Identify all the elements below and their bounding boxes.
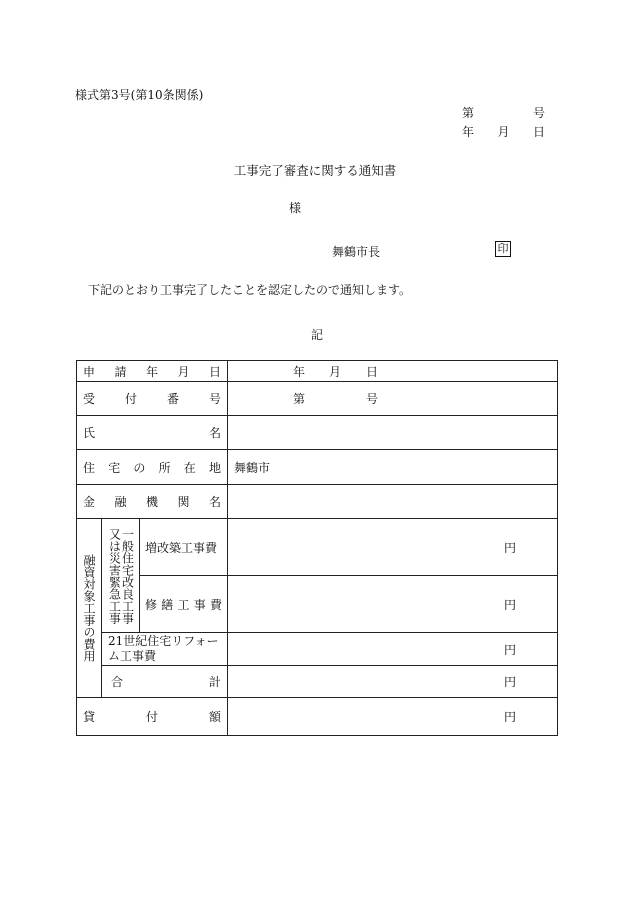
spread-text bbox=[83, 708, 221, 725]
name-label-b: 名 bbox=[208, 426, 221, 440]
body-text: 下記のとおり工事完了したことを認定したので通知します。 bbox=[88, 283, 412, 297]
label-char: 事 bbox=[193, 597, 206, 612]
table-row bbox=[77, 450, 558, 485]
reform21-value: 円 bbox=[228, 633, 558, 666]
receipt-prefix: 第 bbox=[293, 392, 306, 406]
table-row bbox=[77, 382, 558, 416]
loan-value: 円 bbox=[228, 698, 558, 736]
table-row bbox=[77, 666, 558, 698]
name-value bbox=[228, 416, 558, 450]
label-char: 日 bbox=[208, 364, 221, 379]
reform21-label-text: 21世紀住宅リフォーム工事費 bbox=[108, 634, 219, 663]
document-number bbox=[462, 104, 545, 121]
total-value: 円 bbox=[228, 666, 558, 698]
seal-mark: 印 bbox=[495, 241, 511, 257]
label-char: 所 bbox=[158, 460, 171, 475]
application-date-value bbox=[228, 361, 558, 382]
label-char: 工 bbox=[177, 597, 190, 612]
label-char: 修 bbox=[145, 597, 158, 612]
bank-value bbox=[228, 485, 558, 519]
label-char: 在 bbox=[183, 460, 196, 475]
cost-group-label bbox=[77, 519, 102, 698]
spread-text bbox=[83, 459, 221, 476]
label-char: 宅 bbox=[108, 460, 121, 475]
general-group-col2: 又は災害緊急工事 bbox=[107, 527, 122, 624]
extension-label-text: 増改築工事費 bbox=[145, 540, 218, 555]
label-char: 関 bbox=[177, 495, 190, 509]
address-label bbox=[77, 450, 228, 485]
spread-text bbox=[83, 493, 221, 510]
label-char: 費 bbox=[209, 597, 222, 612]
issuer: 舞鶴市長 bbox=[332, 245, 381, 259]
label-char: 住 bbox=[83, 460, 96, 475]
general-group-col1: 一般住宅改良工事 bbox=[120, 527, 135, 624]
doc-no-suffix: 号 bbox=[532, 106, 545, 120]
receipt-suffix: 号 bbox=[366, 392, 379, 406]
receipt-no-label bbox=[77, 382, 228, 416]
table-row bbox=[77, 576, 558, 633]
reform21-label bbox=[102, 633, 228, 666]
extension-label bbox=[140, 519, 228, 576]
document-date bbox=[462, 123, 545, 140]
name-label-a: 氏 bbox=[83, 426, 96, 440]
doc-no-prefix: 第 bbox=[462, 106, 475, 120]
table-row bbox=[77, 485, 558, 519]
spread-text bbox=[145, 596, 222, 613]
date-year: 年 bbox=[462, 125, 475, 139]
date-day: 日 bbox=[532, 125, 545, 139]
app-month: 月 bbox=[329, 364, 342, 379]
label-char: 額 bbox=[208, 710, 221, 724]
label-char: 金 bbox=[83, 495, 96, 509]
label-char: 融 bbox=[114, 495, 127, 509]
label-char: 請 bbox=[114, 364, 127, 379]
spread-text bbox=[83, 390, 221, 407]
bank-label bbox=[77, 485, 228, 519]
table-row bbox=[77, 698, 558, 736]
notice-table bbox=[76, 360, 558, 736]
label-char: 年 bbox=[145, 364, 158, 379]
loan-label bbox=[77, 698, 228, 736]
date-month: 月 bbox=[497, 125, 510, 139]
extension-value: 円 bbox=[228, 519, 558, 576]
general-group-label bbox=[102, 519, 140, 633]
label-char: 申 bbox=[83, 364, 96, 379]
label-char: 受 bbox=[83, 392, 96, 406]
repair-value: 円 bbox=[228, 576, 558, 633]
label-char: 機 bbox=[145, 495, 158, 509]
table-row bbox=[77, 416, 558, 450]
name-label bbox=[77, 416, 228, 450]
label-char: 地 bbox=[208, 460, 221, 475]
cost-group-text: 融資対象工事の費用 bbox=[82, 554, 96, 662]
receipt-no-value bbox=[228, 382, 558, 416]
label-char: 貸 bbox=[83, 710, 96, 724]
repair-label bbox=[140, 576, 228, 633]
total-label-b: 計 bbox=[208, 675, 221, 689]
spread-text bbox=[83, 363, 221, 380]
app-day: 日 bbox=[366, 364, 379, 379]
table-row bbox=[77, 519, 558, 576]
form-number: 様式第3号(第10条関係) bbox=[75, 88, 204, 102]
label-char: 月 bbox=[177, 364, 190, 379]
ki-heading: 記 bbox=[311, 328, 324, 342]
label-char: 番 bbox=[166, 392, 179, 406]
total-label-a: 合 bbox=[111, 675, 124, 689]
label-char: 繕 bbox=[161, 597, 174, 612]
label-char: 付 bbox=[145, 710, 158, 724]
address-value: 舞鶴市 bbox=[228, 450, 558, 485]
document-title: 工事完了審査に関する通知書 bbox=[233, 163, 397, 178]
table-row bbox=[77, 633, 558, 666]
total-label bbox=[102, 666, 228, 698]
app-year: 年 bbox=[293, 364, 306, 379]
label-char: 付 bbox=[124, 392, 137, 406]
label-char: の bbox=[133, 460, 146, 475]
table-row bbox=[77, 361, 558, 382]
label-char: 名 bbox=[208, 495, 221, 509]
addressee-suffix: 様 bbox=[289, 201, 302, 215]
application-date-label bbox=[77, 361, 228, 382]
label-char: 号 bbox=[208, 392, 221, 406]
